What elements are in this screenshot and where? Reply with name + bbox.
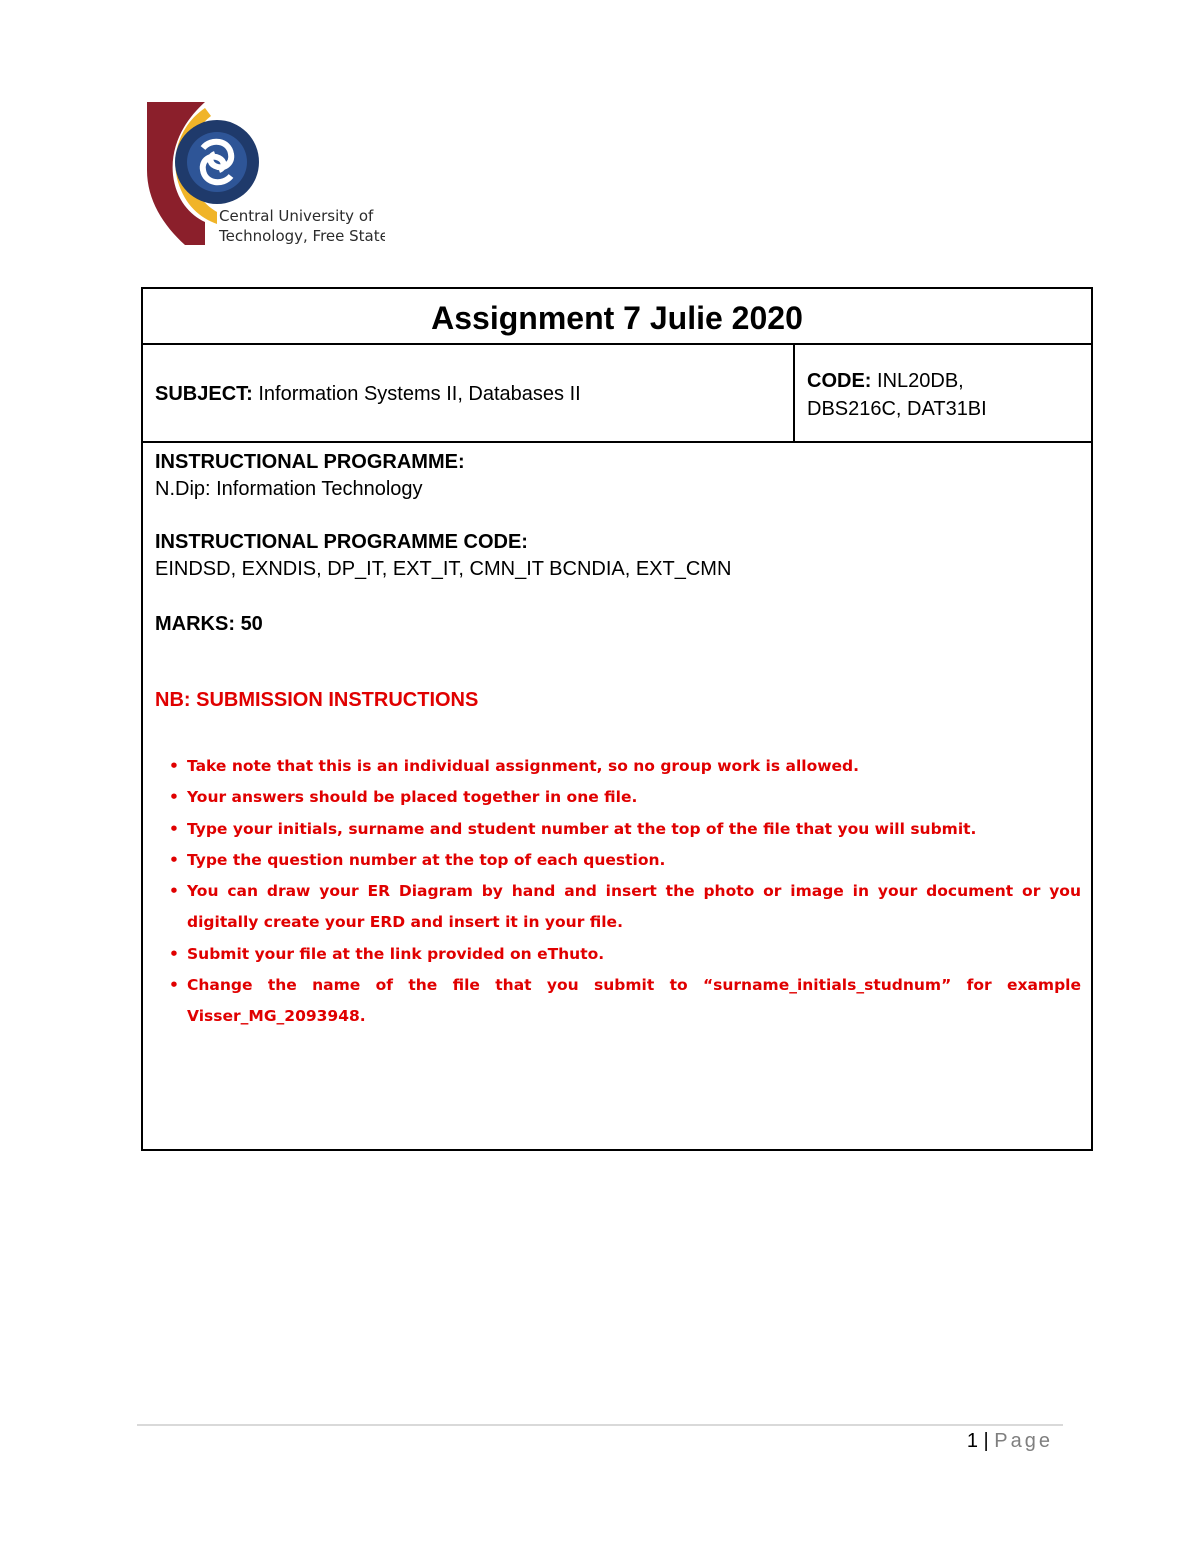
instructions-list: [169, 751, 1081, 1033]
programme-code-label: INSTRUCTIONAL PROGRAMME CODE:: [155, 531, 528, 553]
code-value-line2: DBS216C, DAT31BI: [807, 398, 987, 420]
bullet-icon: •: [169, 850, 179, 869]
university-logo: [145, 100, 385, 250]
subject-value: Information Systems II, Databases II: [258, 383, 581, 405]
footer-divider: [137, 1424, 1063, 1426]
logo-text-line2: Technology, Free State: [219, 227, 385, 245]
instruction-item: • Your answers should be placed together in one file.: [169, 782, 1081, 813]
bullet-icon: •: [169, 757, 179, 775]
subject-cell: [143, 345, 795, 441]
university-logo-mark: [145, 100, 385, 250]
nb-heading: NB: SUBMISSION INSTRUCTIONS: [155, 689, 479, 711]
programme-value: N.Dip: Information Technology: [155, 478, 423, 500]
logo-text-line1: Central University of: [219, 207, 374, 225]
instruction-item: • Type the question number at the top of each question.: [169, 845, 1081, 876]
programme-block: [155, 449, 465, 503]
marks-block: [155, 611, 263, 638]
bullet-icon: •: [169, 976, 179, 995]
programme-code-value: EINDSD, EXNDIS, DP_IT, EXT_IT, CMN_IT BCNDIA, EXT_CMN: [155, 558, 732, 580]
instruction-item: • Submit your file at the link provided on eThuto.: [169, 939, 1081, 970]
instruction-item: • Type your initials, surname and student number at the top of the file that you will submit.: [169, 814, 1081, 845]
page-number: 1: [966, 1430, 978, 1452]
cover-sheet-table: [141, 287, 1093, 1151]
bullet-icon: •: [169, 944, 179, 963]
title-row: [143, 289, 1091, 345]
bullet-icon: •: [169, 882, 179, 901]
programme-label: INSTRUCTIONAL PROGRAMME:: [155, 451, 465, 473]
subject-row: [143, 345, 1091, 443]
page-footer: [900, 1430, 1053, 1453]
code-label: CODE:: [807, 370, 872, 392]
marks-value: 50: [240, 613, 263, 635]
assignment-title: Assignment 7 Julie 2020: [431, 300, 803, 336]
instruction-item: • Take note that this is an individual assignment, so no group work is allowed.: [169, 751, 1081, 782]
marks-label: MARKS:: [155, 613, 235, 635]
code-cell: [795, 345, 1091, 441]
bullet-icon: •: [169, 819, 179, 838]
instruction-item: • You can draw your ER Diagram by hand and insert the photo or image in your document or you digitally create your ERD and insert it in your file.: [169, 876, 1081, 939]
bullet-icon: •: [169, 788, 179, 807]
code-value-line1: INL20DB,: [877, 370, 964, 392]
programme-code-block: [155, 529, 731, 583]
page-separator: |: [983, 1430, 989, 1452]
page-word: Page: [994, 1430, 1053, 1452]
instruction-item: • Change the name of the file that you submit to “surname_initials_studnum” for example Visser_MG_2093948.: [169, 970, 1081, 1033]
subject-label: SUBJECT:: [155, 383, 253, 405]
